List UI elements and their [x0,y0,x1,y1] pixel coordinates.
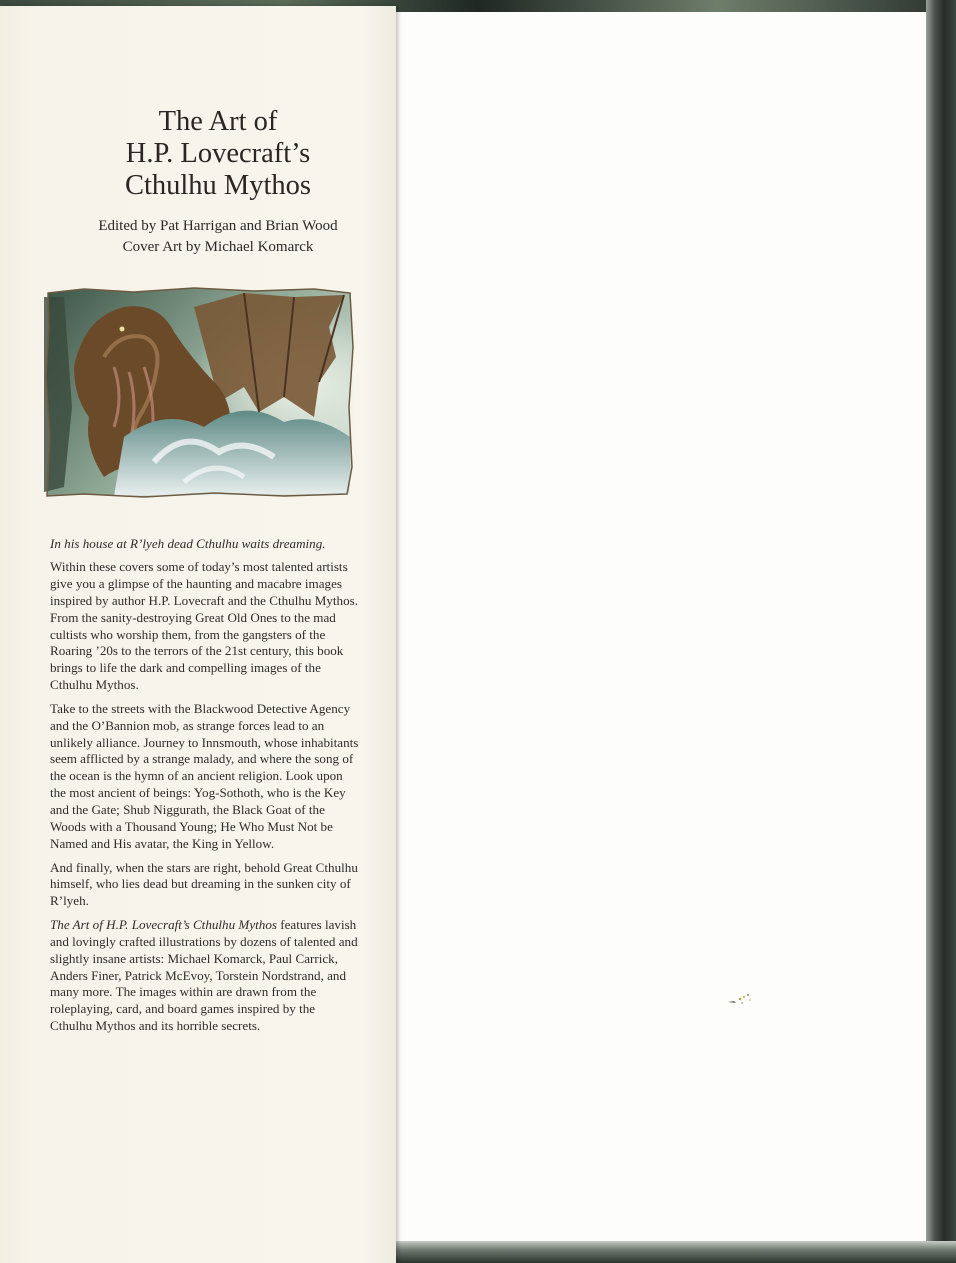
description-paragraph [50,917,360,1035]
title-line: Cthulhu Mythos [124,170,312,201]
book-title [0,106,436,202]
dust-jacket-flap [0,6,396,1263]
cover-art-credit: Cover Art by Michael Komarck [122,239,314,255]
tagline: In his house at R’lyeh dead Cthulhu waits dreaming. [50,536,326,551]
description-paragraph: And finally, when the stars are right, behold Great Cthulhu himself, who lies dead but dreaming in the sunken city of R’lyeh. [50,859,358,909]
editors-credit: Edited by Pat Harrigan and Brian Wood [98,218,338,234]
title-line: H.P. Lovecraft’s [125,138,311,169]
blank-endpaper [394,12,928,1244]
flap-description [50,536,360,1042]
description-paragraph: Take to the streets with the Blackwood Detective Agency and the O’Bannion mob, as strange forces lead to an unlikely alliance. Journey to Innsmouth, whose inhabitants seem afflicted by a strange malady, and where the song of the ocean is the hymn of an ancient religion. Look upon the most ancient of beings: Yog-Sothoth, who is the Key and the Gate; Shub Niggurath, the Black Goat of the Woods with a Thousand Young; He Who Must Not be Named and His avatar, the King in Yellow. [50,700,359,851]
title-line: The Art of [158,106,278,137]
book-title-italic: The Art of H.P. Lovecraft’s Cthulhu Mythos [50,916,277,932]
description-paragraph: Within these covers some of today’s most talented artists give you a glimpse of the haunting and macabre images inspired by author H.P. Lovecraft and the Cthulhu Mythos. From the sanity-destroying Great Old Ones to the mad cultists who worship them, from the gangsters of the Roaring ’20s to the terrors of the 21st century, this book brings to life the dark and compelling images of the Cthulhu Mythos. [50,558,359,693]
cthulhu-cover-art [44,287,354,498]
features-text: features lavish and lovingly crafted illustrations by dozens of talented and slightly insane artists: Michael Komarck, Paul Carrick, Anders Finer, Patrick McEvoy, Torstein Nordstrand, and many more. The images within are drawn from the roleplaying, card, and board games inspired by the Cthulhu Mythos and its horrible secrets. [50,916,358,1034]
scan-edge-bottom [394,1241,956,1263]
scan-edge-right [926,0,956,1263]
credits [0,216,436,258]
paper-speck [726,990,754,1010]
